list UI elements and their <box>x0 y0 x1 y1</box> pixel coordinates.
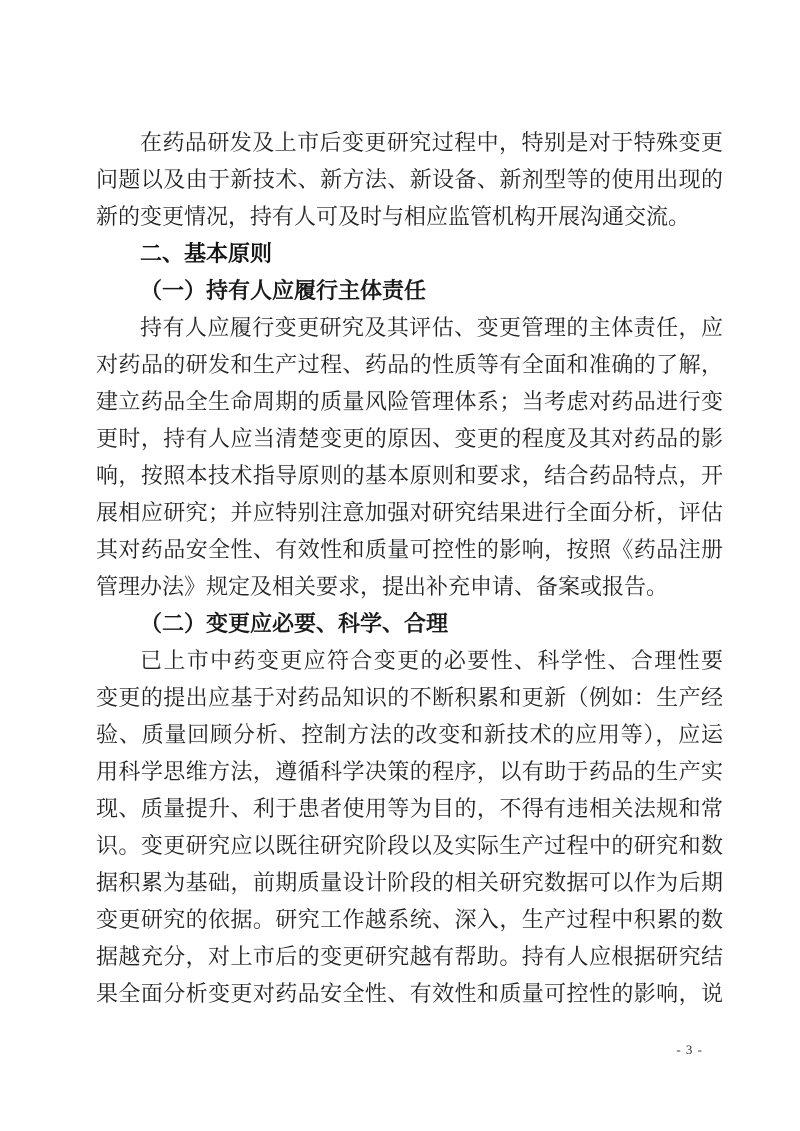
para3-line9: 据越充分，对上市后的变更研究越有帮助。持有人应根据研究结 <box>96 944 723 969</box>
para3-line3: 验、质量回顾分析、控制方法的改变和新技术的应用等），应运 <box>96 722 723 747</box>
para3-line6: 识。变更研究应以既往研究阶段以及实际生产过程中的研究和数 <box>96 833 723 858</box>
para3-line2: 变更的提出应基于对药品知识的不断积累和更新（例如：生产经 <box>96 685 723 710</box>
para3-line5: 现、质量提升、利于患者使用等为目的，不得有违相关法规和常 <box>96 796 723 821</box>
page-number: - 3 - <box>676 1042 703 1057</box>
para2-line4: 更时，持有人应当清楚变更的原因、变更的程度及其对药品的影 <box>96 426 723 451</box>
document-content <box>96 124 723 1012</box>
para2-line1: 持有人应履行变更研究及其评估、变更管理的主体责任，应 <box>140 315 723 340</box>
para1-line2: 问题以及由于新技术、新方法、新设备、新剂型等的使用出现的 <box>96 167 723 192</box>
para3-line7: 据积累为基础，前期质量设计阶段的相关研究数据可以作为后期 <box>96 870 723 895</box>
para1-line1: 在药品研发及上市后变更研究过程中，特别是对于特殊变更 <box>140 130 723 155</box>
para1-line3: 新的变更情况，持有人可及时与相应监管机构开展沟通交流。 <box>96 204 691 229</box>
para3-line8: 变更研究的依据。研究工作越系统、深入，生产过程中积累的数 <box>96 907 723 932</box>
section-heading: 二、基本原则 <box>140 241 273 266</box>
para2-line5: 响，按照本技术指导原则的基本原则和要求，结合药品特点，开 <box>96 463 723 488</box>
para2-line3: 建立药品全生命周期的质量风险管理体系；当考虑对药品进行变 <box>96 389 723 414</box>
para3-line1: 已上市中药变更应符合变更的必要性、科学性、合理性要 <box>140 648 723 673</box>
subsection-heading-1: （一）持有人应履行主体责任 <box>140 278 427 303</box>
para2-line6: 展相应研究；并应特别注意加强对研究结果进行全面分析，评估 <box>96 500 723 525</box>
para2-line8: 管理办法》规定及相关要求，提出补充申请、备案或报告。 <box>96 574 669 599</box>
para2-line2: 对药品的研发和生产过程、药品的性质等有全面和准确的了解， <box>96 352 723 377</box>
para3-line10: 果全面分析变更对药品安全性、有效性和质量可控性的影响，说 <box>96 981 723 1006</box>
para2-line7: 其对药品安全性、有效性和质量可控性的影响，按照《药品注册 <box>96 537 723 562</box>
subsection-heading-2: （二）变更应必要、科学、合理 <box>140 611 449 636</box>
para3-line4: 用科学思维方法，遵循科学决策的程序，以有助于药品的生产实 <box>96 759 723 784</box>
